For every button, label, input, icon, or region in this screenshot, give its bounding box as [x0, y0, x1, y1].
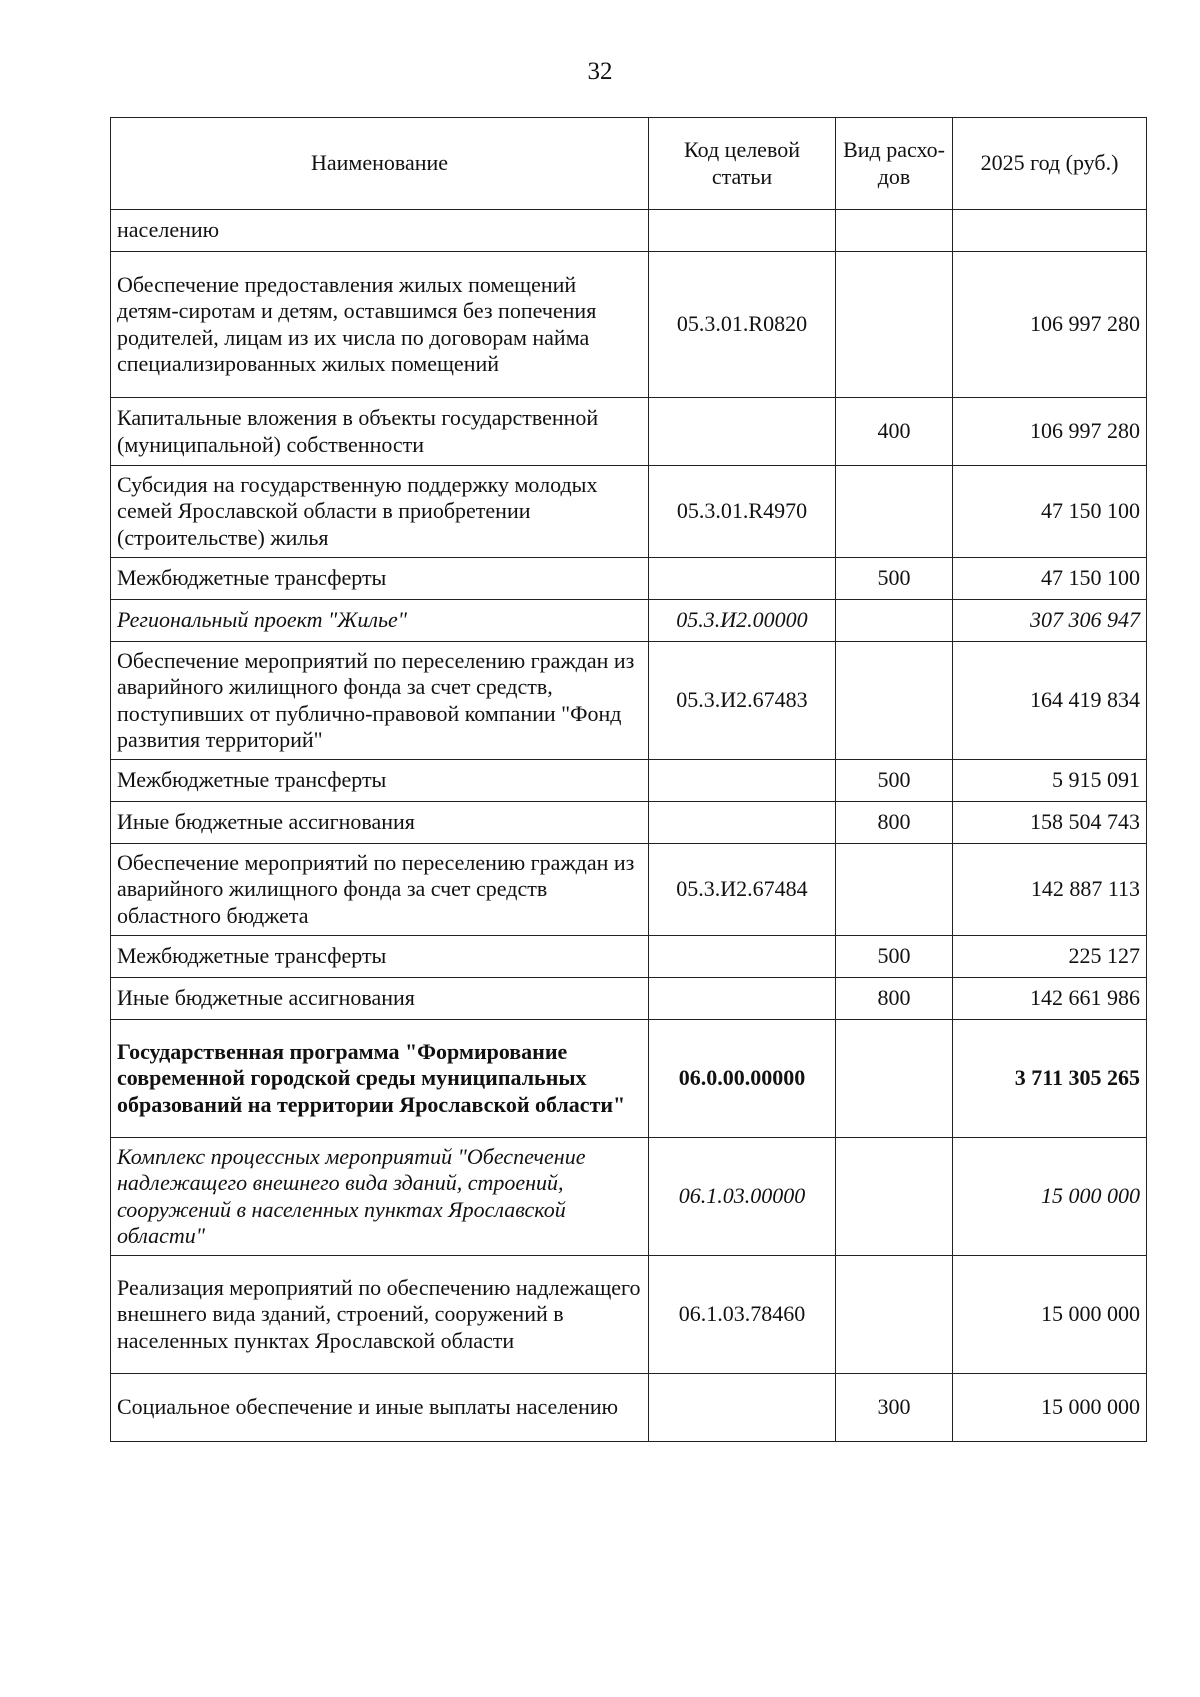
row-amount-cell: 5 915 091	[953, 760, 1147, 802]
row-code-cell	[649, 802, 836, 844]
row-amount-cell: 142 887 113	[953, 844, 1147, 936]
row-code-cell	[649, 1374, 836, 1442]
table-row	[111, 398, 1147, 466]
budget-table	[110, 117, 1147, 1442]
row-name-cell: Иные бюджетные ассигнования	[111, 978, 649, 1020]
row-name-cell: Региональный проект "Жилье"	[111, 600, 649, 642]
row-type-cell	[836, 600, 953, 642]
row-name-cell: Обеспечение мероприятий по переселению граждан из аварийного жилищного фонда за счет средств, поступивших от публично-правовой компании "Фонд развития территорий"	[111, 642, 649, 760]
table-row	[111, 978, 1147, 1020]
row-code-cell	[649, 760, 836, 802]
row-amount-cell: 3 711 305 265	[953, 1020, 1147, 1138]
row-amount-cell: 225 127	[953, 936, 1147, 978]
row-type-cell: 800	[836, 802, 953, 844]
header-code: Код целевой статьи	[649, 118, 836, 210]
row-type-cell: 500	[836, 936, 953, 978]
row-code-cell	[649, 398, 836, 466]
row-name-cell: Иные бюджетные ассигнования	[111, 802, 649, 844]
table-row	[111, 1256, 1147, 1374]
row-name-cell: Субсидия на государственную поддержку молодых семей Ярославской области в приобретении (строительстве) жилья	[111, 466, 649, 558]
row-code-cell: 05.3.И2.67483	[649, 642, 836, 760]
row-name-cell: Государственная программа "Формирование современной городской среды муниципальных образований на территории Ярославской области"	[111, 1020, 649, 1138]
row-code-cell	[649, 210, 836, 252]
row-amount-cell: 307 306 947	[953, 600, 1147, 642]
table-row	[111, 252, 1147, 398]
row-name-cell: Капитальные вложения в объекты государственной (муниципальной) собственности	[111, 398, 649, 466]
row-type-cell	[836, 642, 953, 760]
table-row	[111, 1374, 1147, 1442]
page-number: 32	[587, 58, 613, 85]
table-body	[111, 210, 1147, 1442]
row-type-cell: 400	[836, 398, 953, 466]
row-code-cell: 06.1.03.78460	[649, 1256, 836, 1374]
table-row	[111, 466, 1147, 558]
row-type-cell: 500	[836, 760, 953, 802]
row-type-cell	[836, 1256, 953, 1374]
row-code-cell: 06.0.00.00000	[649, 1020, 836, 1138]
row-name-cell: Обеспечение мероприятий по переселению граждан из аварийного жилищного фонда за счет средств областного бюджета	[111, 844, 649, 936]
row-code-cell: 05.3.И2.00000	[649, 600, 836, 642]
row-type-cell	[836, 466, 953, 558]
row-amount-cell: 106 997 280	[953, 398, 1147, 466]
row-code-cell	[649, 978, 836, 1020]
row-name-cell: Межбюджетные трансферты	[111, 760, 649, 802]
row-name-cell: Реализация мероприятий по обеспечению надлежащего внешнего вида зданий, строений, сооружений в населенных пунктах Ярославской области	[111, 1256, 649, 1374]
row-amount-cell	[953, 210, 1147, 252]
table-row	[111, 1020, 1147, 1138]
row-code-cell: 06.1.03.00000	[649, 1138, 836, 1256]
row-name-cell: Межбюджетные трансферты	[111, 558, 649, 600]
row-type-cell	[836, 252, 953, 398]
row-code-cell	[649, 558, 836, 600]
row-amount-cell: 15 000 000	[953, 1374, 1147, 1442]
table-row	[111, 844, 1147, 936]
table-row	[111, 936, 1147, 978]
table-row	[111, 760, 1147, 802]
row-name-cell: Комплекс процессных мероприятий "Обеспечение надлежащего внешнего вида зданий, строений, сооружений в населенных пунктах Ярославской области"	[111, 1138, 649, 1256]
row-amount-cell: 15 000 000	[953, 1138, 1147, 1256]
row-amount-cell: 158 504 743	[953, 802, 1147, 844]
row-type-cell: 800	[836, 978, 953, 1020]
row-amount-cell: 15 000 000	[953, 1256, 1147, 1374]
row-name-cell: Социальное обеспечение и иные выплаты населению	[111, 1374, 649, 1442]
header-name: Наименование	[111, 118, 649, 210]
row-amount-cell: 47 150 100	[953, 466, 1147, 558]
row-amount-cell: 164 419 834	[953, 642, 1147, 760]
row-code-cell: 05.3.01.R4970	[649, 466, 836, 558]
row-code-cell	[649, 936, 836, 978]
row-name-cell: Межбюджетные трансферты	[111, 936, 649, 978]
row-code-cell: 05.3.01.R0820	[649, 252, 836, 398]
row-name-cell: Обеспечение предоставления жилых помещений детям-сиротам и детям, оставшимся без попечения родителей, лицам из их числа по договорам найма специализированных жилых помещений	[111, 252, 649, 398]
row-name-cell: населению	[111, 210, 649, 252]
table-row	[111, 600, 1147, 642]
table-header	[111, 118, 1147, 210]
table-row	[111, 1138, 1147, 1256]
row-type-cell	[836, 844, 953, 936]
row-type-cell	[836, 1138, 953, 1256]
table-row	[111, 210, 1147, 252]
row-type-cell: 500	[836, 558, 953, 600]
table-row	[111, 558, 1147, 600]
row-amount-cell: 47 150 100	[953, 558, 1147, 600]
row-amount-cell: 142 661 986	[953, 978, 1147, 1020]
table-row	[111, 642, 1147, 760]
header-amount: 2025 год (руб.)	[953, 118, 1147, 210]
table-row	[111, 802, 1147, 844]
row-type-cell	[836, 210, 953, 252]
row-type-cell: 300	[836, 1374, 953, 1442]
row-type-cell	[836, 1020, 953, 1138]
header-type: Вид расхо-дов	[836, 118, 953, 210]
row-code-cell: 05.3.И2.67484	[649, 844, 836, 936]
header-row	[111, 118, 1147, 210]
row-amount-cell: 106 997 280	[953, 252, 1147, 398]
